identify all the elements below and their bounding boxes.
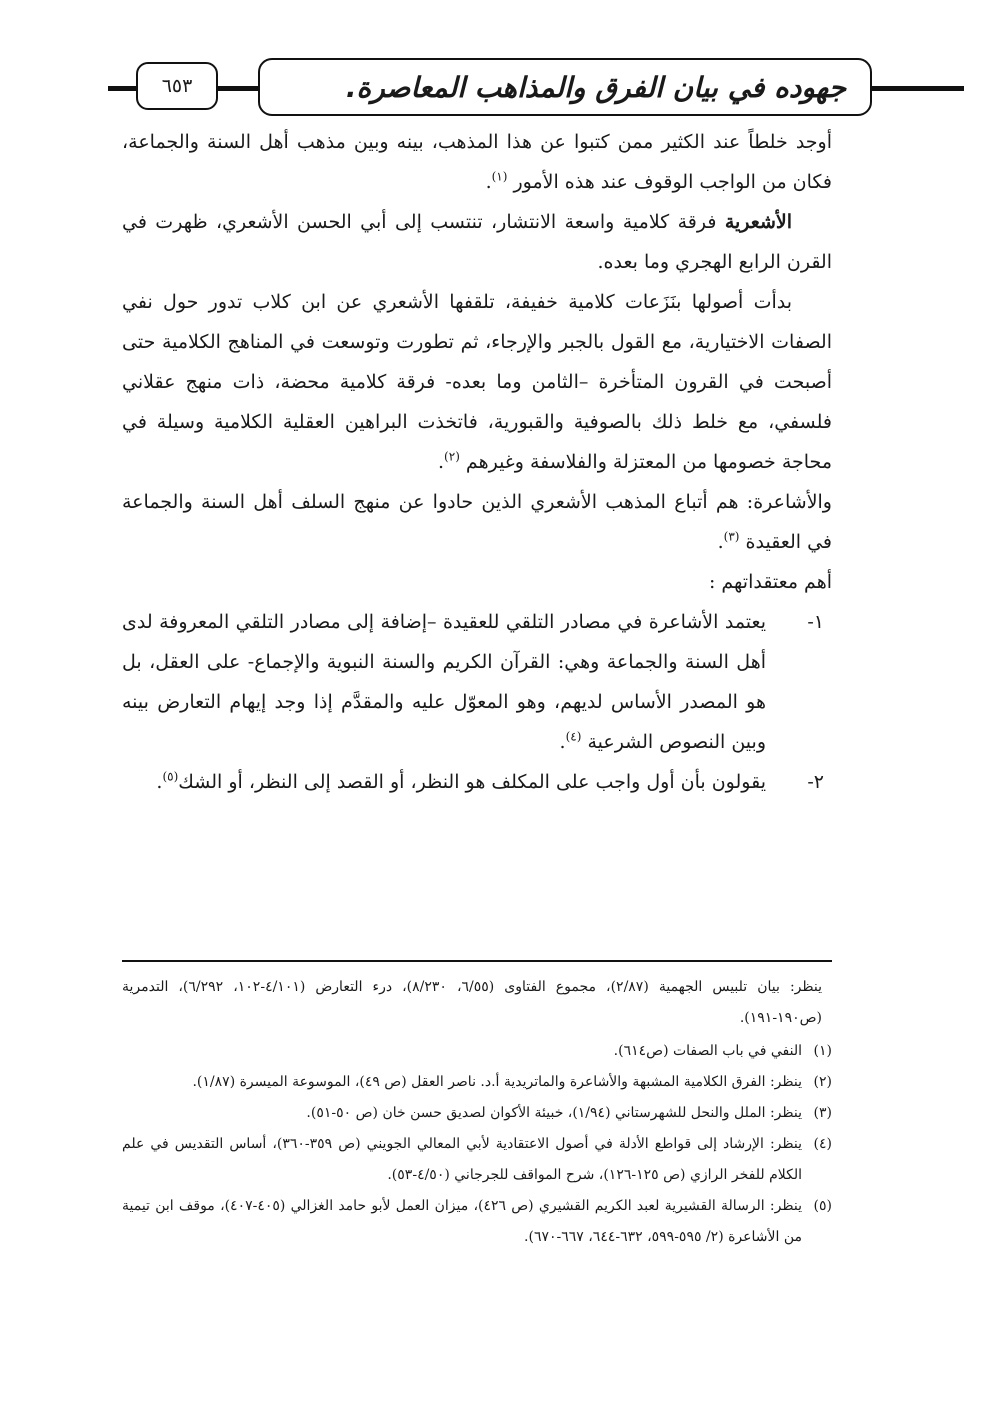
footnote-1 <box>122 1036 832 1067</box>
footnote-number: (٤) <box>813 1136 832 1152</box>
footnote-number: (١) <box>813 1043 832 1059</box>
paragraph-2-text: فرقة كلامية واسعة الانتشار، تنتسب إلى أبي الحسن الأشعري، ظهرت في القرن الرابع الهجري وما بعده. <box>122 211 832 273</box>
footnote-number: (٢) <box>813 1074 832 1090</box>
footnote-text: ينظر: الرسالة القشيرية لعبد الكريم القشيري (ص ٤٢٦)، ميزان العمل لأبو حامد الغزالي (٤٠٥-٤٠٧)، موقف ابن تيمية من الأشاعرة (٢/ ٥٩٥-٥٩٩، ٦٣٢-٦٤٤، ٦٦٧-٦٧٠). <box>122 1198 802 1245</box>
header-rule-left <box>108 86 136 91</box>
paragraph-4-text: والأشاعرة: هم أتباع المذهب الأشعري الذين حادوا عن منهج السلف أهل السنة والجماعة في العقيدة <box>122 491 832 553</box>
footnote-3 <box>122 1098 832 1129</box>
running-title <box>258 58 872 116</box>
footnotes <box>122 972 832 1253</box>
paragraph-3: بدأت أصولها بنَزَعات كلامية خفيفة، تلقفها الأشعري عن ابن كلاب تدور حول نفي الصفات الاختيارية، مع القول بالجبر والإرجاء، ثم تطورت وتوسعت في المناهج الكلامية حتى أصبحت في القرون المتأخرة –الثامن وما بعده- فرقة كلامية محضة، ذات منهج عقلاني فلسفي، مع خلط ذلك بالصوفية والقبورية، فاتخذت البراهين العقلية الكلامية وسيلة في محاجة خصومها من المعتزلة والفلاسفة وغيرهم $^{(٢)}$. <box>122 291 832 473</box>
term-ashariyya: الأشعرية <box>724 211 792 233</box>
list-item-text: يعتمد الأشاعرة في مصادر التلقي للعقيدة –إضافة إلى مصادر التلقي المعروفة لدى أهل السنة والجماعة وهي: القرآن الكريم والسنة النبوية والإجماع- على العقل، بل هو المصدر الأساس لديهم، وهو المعوّل عليه والمقدَّم إذا وجد إيهام التعارض بينه وبين النصوص الشرعية $^{(٤)}$. <box>122 611 766 753</box>
page-number-text: ٦٥٣ <box>161 75 193 97</box>
list-item-number: ٢- <box>807 771 824 793</box>
footnote-5 <box>122 1191 832 1253</box>
header-rule-middle <box>218 86 258 91</box>
list-item-text: يقولون بأن أول واجب على المكلف هو النظر، أو القصد إلى النظر، أو الشك$^{(٥)}$. <box>156 769 766 793</box>
footnote-intro: ينظر: بيان تلبيس الجهمية (٢/٨٧)، مجموع الفتاوى (٦/٥٥، ٨/٢٣٠)، درء التعارض (٤/١٠١-١٠٢، ٦/٢٩٢)، التدمرية (ص١٩٠-١٩١). <box>122 979 823 1026</box>
paragraph-1: أوجد خلطاً عند الكثير ممن كتبوا عن هذا المذهب، بينه وبين مذهب أهل السنة والجماعة، فكان من الواجب الوقوف عند هذه الأمور $^{(١)}$. <box>122 131 832 193</box>
footnote-text: ينظر: الإرشاد إلى قواطع الأدلة في أصول الاعتقادية لأبي المعالي الجويني (ص ٣٥٩-٣٦٠)، أساس التقديس في علم الكلام للفخر الرازي (ص ١٢٥-١٢٦)، شرح المواقف للجرجاني (٤/٥٠-٥٣). <box>122 1136 802 1183</box>
list-item <box>122 602 832 762</box>
paragraph-3-text: بدأت أصولها بنَزَعات كلامية خفيفة، تلقفها الأشعري عن ابن كلاب تدور حول نفي الصفات الاختيارية، مع القول بالجبر والإرجاء، ثم تطورت وتوسعت في المناهج الكلامية حتى أصبحت في القرون المتأخرة –الثامن وما بعده- فرقة كلامية محضة، ذات منهج عقلاني فلسفي، مع خلط ذلك بالصوفية والقبورية، فاتخذت البراهين العقلية الكلامية وسيلة في محاجة خصومها من المعتزلة والفلاسفة وغيرهم <box>122 291 832 473</box>
footnote-separator <box>122 960 832 962</box>
list-item-1-text: يعتمد الأشاعرة في مصادر التلقي للعقيدة –إضافة إلى مصادر التلقي المعروفة لدى أهل السنة والجماعة وهي: القرآن الكريم والسنة النبوية والإجماع- على العقل، بل هو المصدر الأساس لديهم، وهو المعوّل عليه والمقدَّم إذا وجد إيهام التعارض بينه وبين النصوص الشرعية <box>122 611 766 753</box>
footnote-ref-1[interactable]: (١) <box>491 169 508 184</box>
list-item-2-text: يقولون بأن أول واجب على المكلف هو النظر، أو القصد إلى النظر، أو الشك <box>178 771 766 793</box>
header-rule-right <box>872 86 964 91</box>
list-item <box>122 762 832 802</box>
running-title-text: جهوده في بيان الفرق والمذاهب المعاصرة. <box>345 70 846 104</box>
footnote-number: (٣) <box>813 1105 832 1121</box>
page-number <box>136 62 218 110</box>
footnote-ref-4[interactable]: (٤) <box>565 729 582 744</box>
footnote-2 <box>122 1067 832 1098</box>
footnote-ref-3[interactable]: (٣) <box>723 529 740 544</box>
footnote-ref-2[interactable]: (٢) <box>444 449 460 464</box>
beliefs-heading-text: أهم معتقداتهم : <box>708 571 832 593</box>
list-item-number: ١- <box>807 611 824 633</box>
footnote-text: ينظر: الملل والنحل للشهرستاني (١/٩٤)، خبيئة الأكوان لصديق حسن خان (ص ٥٠-٥١). <box>306 1105 802 1121</box>
footnote-text: ينظر: الفرق الكلامية المشبهة والأشاعرة والماتريدية أ.د. ناصر العقل (ص ٤٩)، الموسوعة الميسرة (١/٨٧). <box>192 1074 802 1090</box>
paragraph-1-text: أوجد خلطاً عند الكثير ممن كتبوا عن هذا المذهب، بينه وبين مذهب أهل السنة والجماعة، فكان من الواجب الوقوف عند هذه الأمور <box>122 131 832 193</box>
footnote-ref-5[interactable]: (٥) <box>162 769 179 784</box>
footnote-4 <box>122 1129 832 1191</box>
footnote-text: النفي في باب الصفات (ص٦١٤). <box>613 1043 802 1059</box>
paragraph-4: والأشاعرة: هم أتباع المذهب الأشعري الذين حادوا عن منهج السلف أهل السنة والجماعة في العقيدة $^{(٣)}$. <box>122 491 832 553</box>
footnote-number: (٥) <box>813 1198 832 1214</box>
beliefs-heading <box>122 562 832 602</box>
body-text <box>122 122 832 802</box>
paragraph-2 <box>122 202 832 282</box>
